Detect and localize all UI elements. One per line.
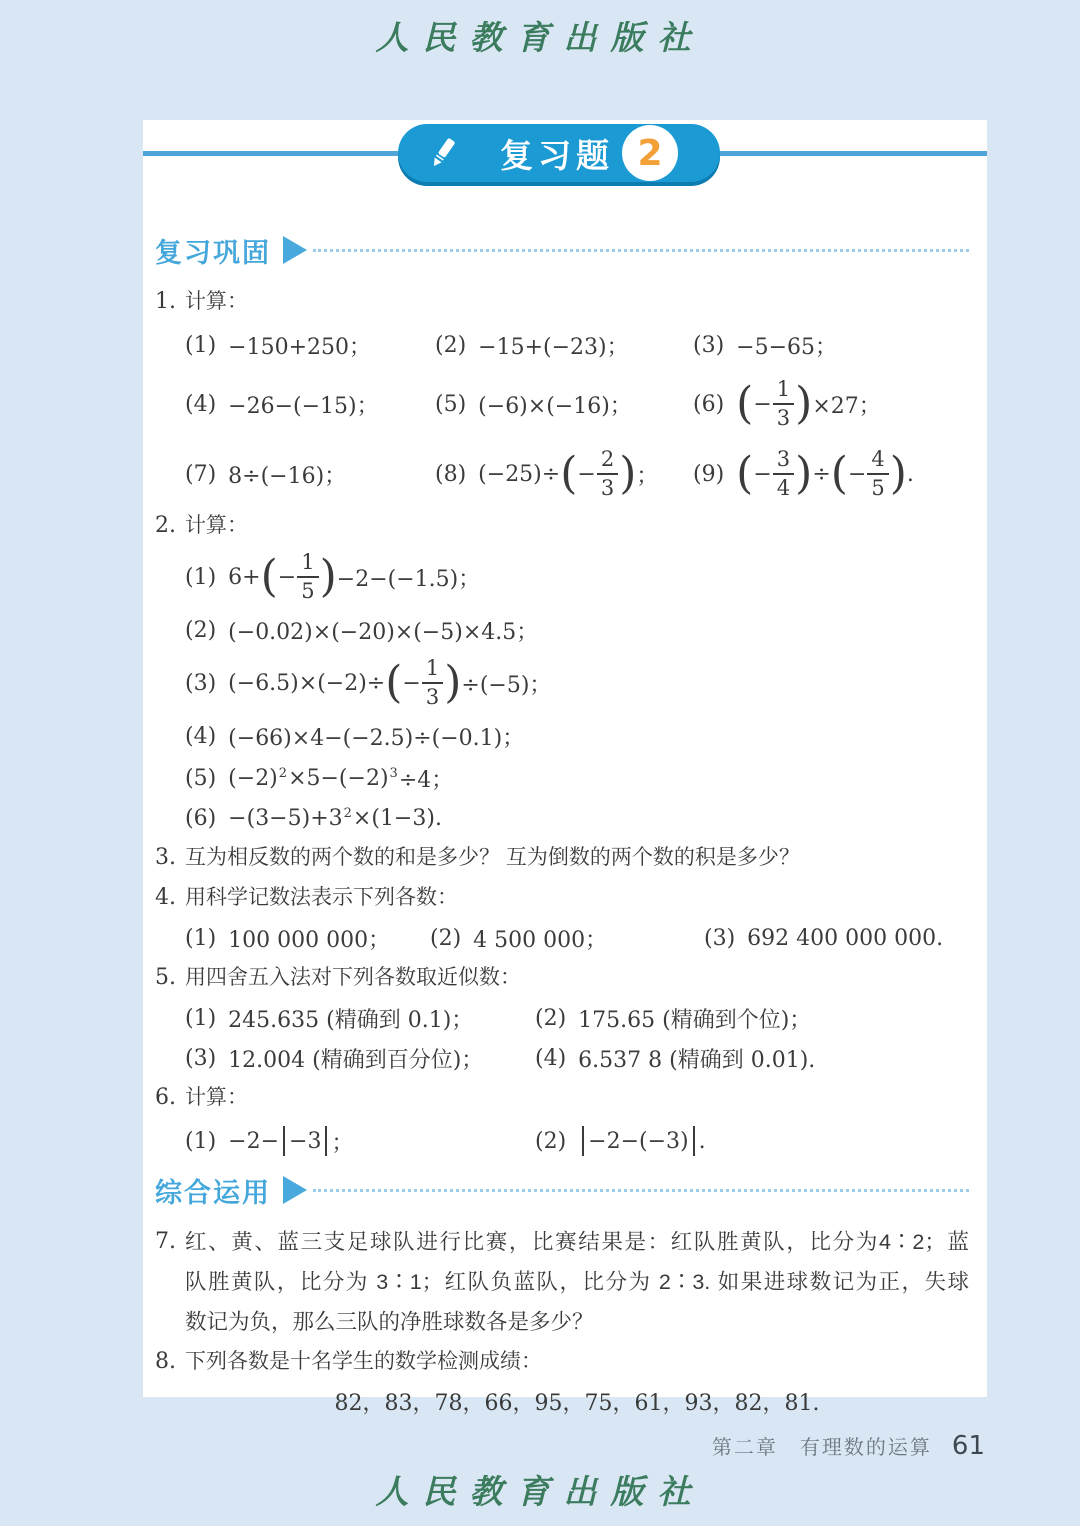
expression bbox=[736, 449, 914, 499]
exercise-item bbox=[535, 1126, 969, 1156]
review-title-banner bbox=[398, 124, 720, 182]
exercise-item bbox=[435, 324, 693, 366]
problem-title: 用科学记数法表示下列各数： bbox=[185, 886, 458, 909]
chapter-title: 第二章 有理数的运算 bbox=[711, 1437, 932, 1459]
page-content bbox=[155, 232, 969, 1426]
math-token: 8÷(−16)； bbox=[228, 463, 347, 489]
triangle-arrow-icon bbox=[283, 236, 307, 264]
section-title-review: 复习巩固 bbox=[155, 237, 271, 268]
math-token: ×27； bbox=[812, 393, 881, 419]
exercise-item bbox=[535, 1043, 969, 1074]
item-label: (5) bbox=[435, 391, 467, 417]
problem-2 bbox=[155, 506, 969, 838]
exercise-item bbox=[185, 798, 969, 838]
problem-body bbox=[185, 1222, 969, 1342]
math-token: ( − $\frac{4}{5}$ ) bbox=[830, 447, 907, 500]
item-label: (6) bbox=[185, 805, 217, 831]
item-value: 692 400 000 000. bbox=[747, 925, 944, 951]
expression bbox=[228, 389, 378, 420]
problem-number: 4. bbox=[155, 885, 176, 910]
item-label: (5) bbox=[185, 765, 217, 791]
expression bbox=[228, 552, 480, 602]
exercise-item bbox=[693, 442, 969, 506]
math-token bbox=[325, 1126, 327, 1156]
exercise-item bbox=[185, 758, 969, 798]
expression bbox=[228, 459, 346, 490]
math-token bbox=[283, 1126, 285, 1156]
item-value: 100 000 000； bbox=[228, 927, 391, 953]
problem-4 bbox=[155, 878, 969, 958]
exercise-item bbox=[185, 1003, 535, 1034]
expression bbox=[228, 1126, 353, 1157]
problem-body bbox=[185, 878, 969, 958]
section-header-review bbox=[155, 232, 969, 268]
score-list: 82，83，78，66，95，75，61，93，82，81. bbox=[334, 1391, 820, 1416]
problem-2-items bbox=[185, 546, 969, 838]
math-token: ×5−(−2) bbox=[288, 765, 389, 791]
problem-number: 8. bbox=[155, 1349, 176, 1374]
math-token: . bbox=[906, 461, 914, 487]
exercise-item bbox=[704, 926, 969, 951]
exercise-item bbox=[185, 1126, 535, 1157]
item-value: 175.65 (精确到个位)； bbox=[578, 1007, 812, 1033]
expression bbox=[228, 721, 524, 752]
exercise-item bbox=[185, 442, 435, 506]
problem-1 bbox=[155, 282, 969, 506]
math-token: ( − $\frac{3}{4}$ ) bbox=[736, 447, 813, 500]
banner-number: 2 bbox=[637, 132, 663, 174]
expression bbox=[478, 449, 658, 499]
math-token: (−25)÷ bbox=[478, 461, 561, 487]
item-value: 4 500 000； bbox=[473, 927, 608, 953]
problem-body bbox=[185, 506, 969, 838]
problem-6 bbox=[155, 1078, 969, 1164]
exercise-item bbox=[185, 652, 969, 714]
problem-body bbox=[185, 958, 969, 1078]
dotted-divider bbox=[313, 249, 969, 252]
problem-body bbox=[185, 838, 969, 878]
exercise-item bbox=[185, 1043, 535, 1074]
item-label: (1) bbox=[185, 1128, 217, 1154]
expression bbox=[228, 330, 371, 361]
problem-body bbox=[185, 1078, 969, 1164]
item-label: (2) bbox=[430, 925, 462, 951]
exercise-item bbox=[185, 714, 969, 758]
math-token: ( − $\frac{1}{3}$ ) bbox=[736, 377, 813, 430]
item-label: (2) bbox=[535, 1005, 567, 1031]
math-token: (−66)×4−(−2.5)÷(−0.1)； bbox=[228, 725, 525, 751]
item-value: 245.635 (精确到 0.1)； bbox=[228, 1007, 474, 1033]
problem-number: 6. bbox=[155, 1085, 176, 1110]
item-value: 12.004 (精确到百分位)； bbox=[228, 1047, 484, 1073]
triangle-arrow-icon bbox=[283, 1176, 307, 1204]
problem-title: 计算： bbox=[185, 1086, 248, 1109]
problem-text: 下列各数是十名学生的数学检测成绩： bbox=[185, 1350, 542, 1373]
page-number: 61 bbox=[951, 1431, 985, 1461]
item-label: (4) bbox=[535, 1045, 567, 1071]
item-label: (4) bbox=[185, 723, 217, 749]
pencil-icon bbox=[424, 134, 462, 172]
exercise-item bbox=[430, 923, 704, 954]
math-token bbox=[693, 1126, 695, 1156]
item-label: (6) bbox=[693, 391, 725, 417]
exercise-item bbox=[435, 372, 693, 436]
exercise-item bbox=[185, 324, 435, 366]
problem-5-row-1 bbox=[185, 998, 969, 1038]
math-token: (−2) bbox=[228, 765, 278, 791]
item-label: (8) bbox=[435, 461, 467, 487]
math-token: −15+(−23)； bbox=[478, 334, 629, 360]
page-footer bbox=[712, 1431, 985, 1461]
problem-7 bbox=[155, 1222, 969, 1342]
problem-text-line: 队胜黄队，比分为 3∶1；红队负蓝队，比分为 2∶3. 如果进球数记为正，失球 bbox=[185, 1270, 969, 1294]
problem-title: 计算： bbox=[185, 514, 248, 537]
problem-body bbox=[185, 282, 969, 506]
math-token: ( − $\frac{2}{3}$ ) bbox=[560, 447, 637, 500]
math-token: −2−(−1.5)； bbox=[336, 566, 481, 592]
item-label: (4) bbox=[185, 391, 217, 417]
math-token: −26−(−15)； bbox=[228, 393, 379, 419]
math-token bbox=[582, 1126, 584, 1156]
banner-title: 复习题 bbox=[500, 136, 614, 174]
problem-8 bbox=[155, 1342, 969, 1426]
problem-text-line: 红、黄、蓝三支足球队进行比赛，比赛结果是：红队胜黄队，比分为4∶2；蓝 bbox=[185, 1230, 969, 1254]
problem-5 bbox=[155, 958, 969, 1078]
expression: (−2) 2 ×5−(−2) 3 ÷4； bbox=[228, 763, 453, 794]
expression bbox=[736, 330, 837, 361]
math-token: ( − $\frac{1}{3}$ ) bbox=[385, 656, 462, 709]
problem-text-line: 数记为负，那么三队的净胜球数各是多少？ bbox=[185, 1310, 594, 1334]
dotted-divider bbox=[313, 1189, 969, 1192]
problem-title: 用四舍五入法对下列各数取近似数： bbox=[185, 966, 521, 989]
math-token: (−0.02)×(−20)×(−5)×4.5； bbox=[228, 619, 539, 645]
section-title-comprehensive: 综合运用 bbox=[155, 1177, 271, 1208]
problem-3 bbox=[155, 838, 969, 878]
exercise-item bbox=[535, 1003, 969, 1034]
expression bbox=[478, 330, 628, 361]
exercise-item bbox=[185, 923, 430, 954]
item-label: (2) bbox=[435, 332, 467, 358]
math-token: ； bbox=[636, 463, 659, 489]
exercise-item bbox=[185, 372, 435, 436]
problem-number: 2. bbox=[155, 513, 176, 538]
math-token: −150+250； bbox=[228, 334, 372, 360]
math-token: −2− bbox=[228, 1128, 280, 1154]
item-value: 6.537 8 (精确到 0.01). bbox=[578, 1047, 816, 1073]
problem-number: 7. bbox=[155, 1229, 176, 1254]
problem-number: 1. bbox=[155, 289, 176, 314]
expression bbox=[736, 379, 881, 429]
problem-number: 5. bbox=[155, 965, 176, 990]
problem-5-row-2 bbox=[185, 1038, 969, 1078]
math-token: ÷(−5)； bbox=[461, 672, 552, 698]
math-token: −2−(−3) bbox=[588, 1128, 689, 1154]
problem-6-items bbox=[185, 1118, 969, 1164]
math-token: (−6.5)×(−2)÷ bbox=[228, 670, 386, 696]
exercise-item bbox=[435, 442, 693, 506]
problem-4-items bbox=[185, 918, 969, 958]
math-token: ÷ bbox=[812, 461, 831, 487]
expression bbox=[228, 658, 551, 708]
item-label: (2) bbox=[535, 1128, 567, 1154]
expression bbox=[228, 615, 538, 646]
expression bbox=[578, 1126, 705, 1156]
item-label: (1) bbox=[185, 925, 217, 951]
item-label: (7) bbox=[185, 461, 217, 487]
item-label: (2) bbox=[185, 617, 217, 643]
item-label: (1) bbox=[185, 332, 217, 358]
item-label: (9) bbox=[693, 461, 725, 487]
math-token: ； bbox=[331, 1130, 354, 1156]
math-token: 6+ bbox=[228, 564, 261, 590]
math-token: ×(1−3). bbox=[352, 805, 442, 831]
item-label: (1) bbox=[185, 1005, 217, 1031]
problem-number: 3. bbox=[155, 845, 176, 870]
math-token: (−6)×(−16)； bbox=[478, 393, 632, 419]
publisher-logo-top: 人民教育出版社 bbox=[375, 18, 705, 57]
item-label: (3) bbox=[185, 670, 217, 696]
item-label: (3) bbox=[704, 925, 736, 951]
section-header-comprehensive bbox=[155, 1172, 969, 1208]
math-token: −3 bbox=[289, 1128, 322, 1154]
problem-text: 互为相反数的两个数的和是多少？ 互为倒数的两个数的积是多少？ bbox=[185, 846, 800, 869]
expression bbox=[478, 389, 632, 420]
math-token: ÷4； bbox=[398, 767, 454, 793]
publisher-logo-bottom: 人民教育出版社 bbox=[375, 1472, 705, 1511]
content-card bbox=[143, 120, 987, 1416]
item-label: (1) bbox=[185, 564, 217, 590]
math-token: ( − $\frac{1}{5}$ ) bbox=[260, 550, 337, 603]
problem-1-items bbox=[185, 324, 969, 506]
exercise-item bbox=[185, 608, 969, 652]
exercise-item bbox=[185, 546, 969, 608]
problem-body bbox=[185, 1342, 969, 1426]
expression: −(3−5)+3 2 ×(1−3). bbox=[228, 805, 442, 831]
exercise-item bbox=[693, 324, 969, 366]
item-label: (3) bbox=[693, 332, 725, 358]
math-token: −(3−5)+3 bbox=[228, 805, 343, 831]
exercise-item bbox=[693, 372, 969, 436]
math-token: −5−65； bbox=[736, 334, 838, 360]
problem-title: 计算： bbox=[185, 290, 248, 313]
math-token: . bbox=[698, 1128, 706, 1154]
banner-number-badge bbox=[622, 125, 678, 181]
item-label: (3) bbox=[185, 1045, 217, 1071]
